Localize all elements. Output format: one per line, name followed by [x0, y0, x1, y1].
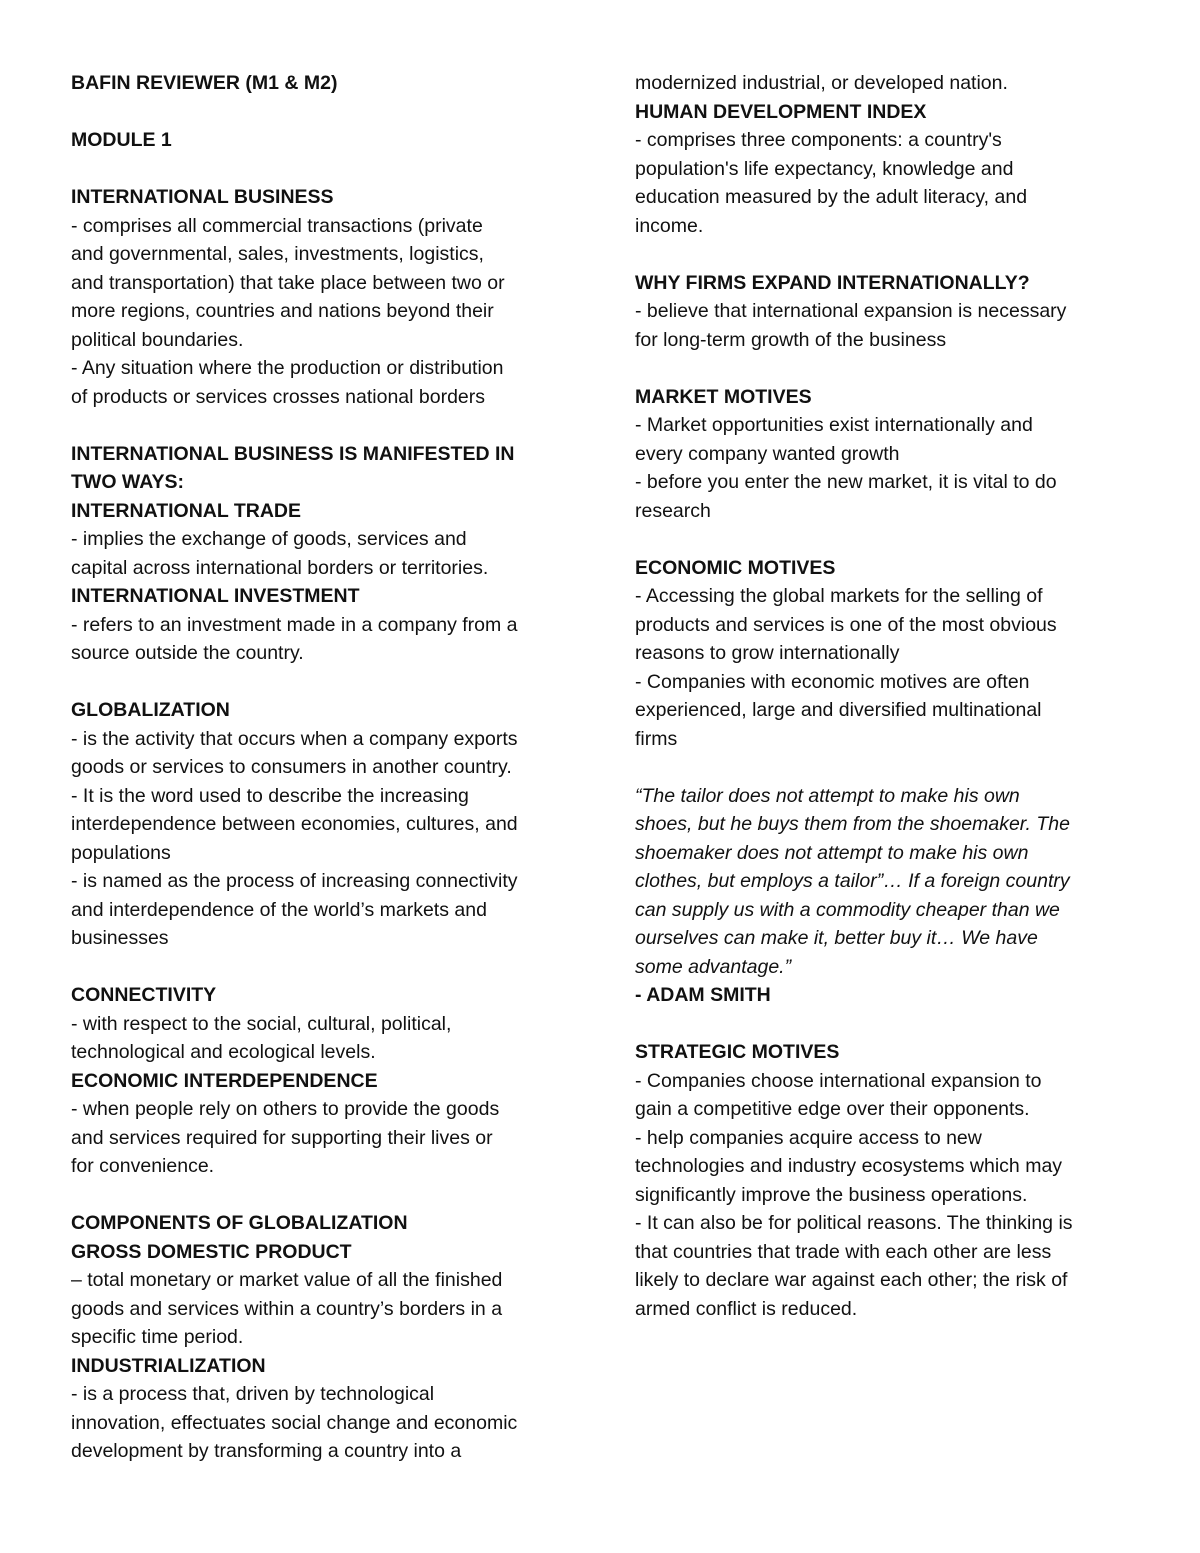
section-economic-interdependence	[71, 1067, 571, 1181]
section-heading: TWO WAYS:	[71, 471, 185, 493]
spacer	[635, 354, 1135, 383]
right-column	[635, 69, 1135, 1323]
text-line: – total monetary or market value of all the finished	[71, 1269, 503, 1291]
text-line: for convenience.	[71, 1155, 215, 1177]
text-line: and transportation) that take place between two or	[71, 271, 505, 294]
text-line: development by transforming a country into a	[71, 1440, 462, 1462]
section-heading: STRATEGIC MOTIVES	[635, 1041, 840, 1063]
section-heading: INTERNATIONAL BUSINESS IS MANIFESTED IN	[71, 442, 515, 465]
text-line: - when people rely on others to provide the goods	[71, 1098, 500, 1120]
text-line: political boundaries.	[71, 328, 244, 351]
text-line: goods or services to consumers in another country.	[71, 756, 512, 778]
section-hdi	[635, 98, 1135, 241]
text-line: likely to declare war against each other; the risk of	[635, 1269, 1068, 1291]
section-heading: HUMAN DEVELOPMENT INDEX	[635, 100, 927, 123]
text-line: - is the activity that occurs when a company exports	[71, 727, 518, 750]
section-heading: GLOBALIZATION	[71, 699, 230, 721]
text-line: of products or services crosses national borders	[71, 385, 486, 408]
quote-line: can supply us with a commodity cheaper than we	[635, 898, 1060, 921]
spacer	[71, 98, 571, 127]
spacer	[71, 953, 571, 982]
text-line: significantly improve the business operations.	[635, 1183, 1028, 1206]
section-economic-motives	[635, 554, 1135, 754]
spacer	[635, 240, 1135, 269]
section-heading: CONNECTIVITY	[71, 984, 217, 1006]
section-heading: INTERNATIONAL BUSINESS	[71, 186, 334, 208]
section-heading: ECONOMIC INTERDEPENDENCE	[71, 1069, 378, 1092]
quote-line: shoemaker does not attempt to make his own	[635, 841, 1029, 864]
text-line: and services required for supporting their lives or	[71, 1126, 493, 1149]
spacer	[71, 668, 571, 697]
text-line: - refers to an investment made in a company from a	[71, 613, 518, 636]
text-line: research	[635, 499, 711, 522]
text-line: armed conflict is reduced.	[635, 1297, 858, 1320]
spacer	[71, 1181, 571, 1210]
text-line: source outside the country.	[71, 642, 304, 664]
spacer	[635, 753, 1135, 782]
text-line: - is a process that, driven by technological	[71, 1383, 435, 1405]
text-line: and governmental, sales, investments, logistics,	[71, 243, 484, 265]
section-market-motives	[635, 383, 1135, 526]
subsection-heading: INTERNATIONAL INVESTMENT	[71, 585, 360, 607]
text-line: products and services is one of the most obvious	[635, 613, 1057, 636]
section-heading: MARKET MOTIVES	[635, 385, 812, 408]
text-line: - Accessing the global markets for the selling of	[635, 585, 1043, 607]
text-line: - It is the word used to describe the increasing	[71, 784, 469, 807]
section-international-business	[71, 183, 571, 411]
quote-line: ourselves can make it, better buy it… We have	[635, 927, 1038, 949]
text-line: technologies and industry ecosystems which may	[635, 1155, 1063, 1177]
text-line: - Market opportunities exist internationally and	[635, 414, 1033, 436]
section-why-expand	[635, 269, 1135, 355]
text-line: - Any situation where the production or distribution	[71, 357, 504, 379]
text-line: experienced, large and diversified multinational	[635, 699, 1042, 721]
quote-author: - ADAM SMITH	[635, 984, 771, 1006]
text-line: - with respect to the social, cultural, political,	[71, 1012, 452, 1035]
quote-line: “The tailor does not attempt to make his own	[635, 784, 1020, 807]
text-line: education measured by the adult literacy, and	[635, 186, 1028, 208]
text-line: specific time period.	[71, 1326, 244, 1348]
text-line: - Companies choose international expansion to	[635, 1069, 1042, 1092]
text-line: modernized industrial, or developed nation.	[635, 72, 1008, 94]
text-line: goods and services within a country’s borders in a	[71, 1297, 503, 1320]
section-heading: WHY FIRMS EXPAND INTERNATIONALLY?	[635, 271, 1030, 294]
text-line: interdependence between economies, cultures, and	[71, 813, 518, 835]
section-heading: COMPONENTS OF GLOBALIZATION	[71, 1212, 408, 1234]
subsection-heading: INDUSTRIALIZATION	[71, 1354, 266, 1377]
section-manifested	[71, 440, 571, 668]
text-line: reasons to grow internationally	[635, 642, 900, 664]
left-column	[71, 69, 571, 1466]
text-line: - help companies acquire access to new	[635, 1126, 982, 1149]
section-strategic-motives	[635, 1038, 1135, 1323]
quote-line: some advantage.”	[635, 955, 792, 978]
text-line: populations	[71, 841, 171, 864]
text-line: population's life expectancy, knowledge and	[635, 157, 1014, 180]
text-line: businesses	[71, 927, 169, 949]
quote-line: clothes, but employs a tailor”… If a foreign country	[635, 870, 1070, 892]
text-line: - implies the exchange of goods, services and	[71, 528, 467, 550]
spacer	[71, 411, 571, 440]
spacer	[71, 155, 571, 184]
text-line: - believe that international expansion is necessary	[635, 300, 1067, 322]
spacer	[635, 525, 1135, 554]
section-components	[71, 1209, 571, 1466]
section-globalization	[71, 696, 571, 953]
document-title: BAFIN REVIEWER (M1 & M2)	[71, 72, 338, 94]
spacer	[635, 1010, 1135, 1039]
text-line: more regions, countries and nations beyond their	[71, 300, 494, 322]
text-line: gain a competitive edge over their opponents.	[635, 1098, 1030, 1120]
section-connectivity	[71, 981, 571, 1067]
module-heading: MODULE 1	[71, 129, 172, 151]
text-line: - Companies with economic motives are often	[635, 670, 1030, 693]
quote-line: shoes, but he buys them from the shoemaker. The	[635, 813, 1070, 835]
text-line: innovation, effectuates social change and economic	[71, 1411, 518, 1434]
text-line: - comprises three components: a country's	[635, 129, 1002, 151]
text-line: technological and ecological levels.	[71, 1041, 376, 1063]
text-line: - is named as the process of increasing connectivity	[71, 870, 518, 892]
subsection-heading: GROSS DOMESTIC PRODUCT	[71, 1240, 352, 1263]
text-line: every company wanted growth	[635, 442, 900, 465]
subsection-heading: INTERNATIONAL TRADE	[71, 499, 302, 522]
text-line: that countries that trade with each other are less	[635, 1240, 1052, 1263]
text-line: - It can also be for political reasons. The thinking is	[635, 1212, 1073, 1234]
quote-block	[635, 782, 1135, 1010]
text-line: for long-term growth of the business	[635, 328, 947, 351]
text-line: and interdependence of the world’s markets and	[71, 898, 487, 921]
text-line: - comprises all commercial transactions (private	[71, 214, 483, 237]
section-heading: ECONOMIC MOTIVES	[635, 556, 836, 579]
text-line: - before you enter the new market, it is vital to do	[635, 471, 1057, 493]
text-line: income.	[635, 214, 704, 237]
text-line: firms	[635, 727, 678, 750]
text-line: capital across international borders or territories.	[71, 556, 489, 579]
